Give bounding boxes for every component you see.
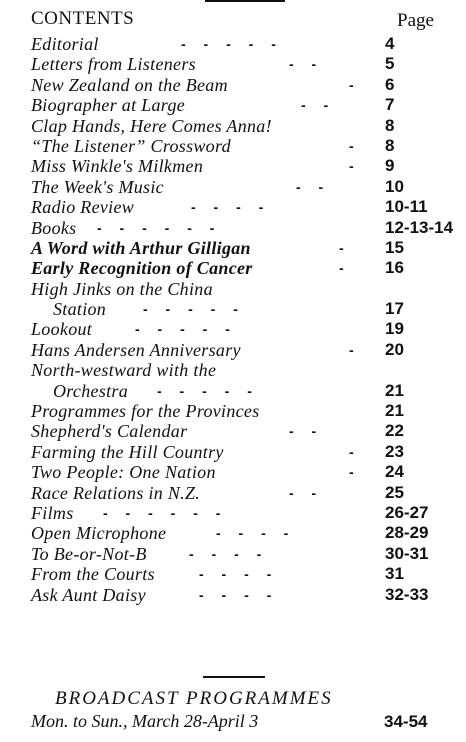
contents-header [31,8,446,32]
toc-entry-title: Early Recognition of Cancer [31,258,253,279]
toc-entry-page: 9 [385,156,395,176]
toc-entry [31,421,451,441]
broadcast-pages: 34-54 [384,712,428,731]
toc-entry [31,585,451,605]
dot-leader: - - - - - [143,301,238,318]
toc-entry-page: 7 [385,95,395,115]
toc-entry [31,564,451,584]
toc-entry-page: 21 [385,380,404,400]
toc-entry-title: New Zealand on the Beam [31,74,228,95]
toc-entry [31,136,451,156]
toc-entry-title: Lookout [31,319,93,340]
toc-entry-title: Race Relations in N.Z. [31,482,201,503]
toc-entry-title: The Week's Music [31,176,164,197]
dot-leader: - - [289,56,317,73]
toc-entry [31,462,451,482]
toc-entry [31,503,451,523]
toc-entry-page: 31 [385,564,404,584]
toc-entry [31,75,451,95]
toc-entry-page: 22 [385,421,404,441]
toc-entry-title: Ask Aunt Daisy [31,584,146,605]
dot-leader: - [349,158,354,175]
dot-leader: - - - - - [135,321,230,338]
toc-entry [31,319,451,339]
dot-leader: - - - - [216,525,289,542]
toc-entry-title: Farming the Hill Country [31,441,224,462]
toc-entry-title: From the Courts [31,564,155,585]
dot-leader: - [339,260,344,277]
toc-entry-title: Radio Review [31,197,135,218]
dot-leader: - [349,464,354,481]
toc-entry-page: 15 [385,237,404,257]
dot-leader: - - [301,97,329,114]
toc-entry-title: Editorial [31,34,99,54]
toc-entry-page: 8 [385,135,395,155]
toc-entry-page: 21 [385,401,404,421]
toc-entry [31,217,454,238]
toc-entry-page: 4 [385,34,395,53]
toc-entry-title: To Be-or-Not-B [31,543,147,564]
toc-entry-title: Two People: One Nation [31,462,216,483]
toc-entry-title: Open Microphone [31,523,167,544]
toc-entry-title: “The Listener” Crossword [31,135,231,156]
toc-entry-title: Biographer at Large [31,95,186,116]
dot-leader: - [339,239,344,256]
toc-entry-page: 8 [385,115,395,135]
broadcast-schedule-row [31,711,451,735]
section-divider [203,676,265,678]
toc-entry-title: A Word with Arthur Gilligan [31,237,251,258]
toc-entry [31,156,451,176]
dot-leader: - - - - [199,566,272,583]
dot-leader: - - - - [191,199,264,216]
toc-entry [31,34,451,54]
toc-entry-page: 20 [385,339,404,359]
toc-entry-page: 10-11 [385,197,428,217]
toc-entry-title: Programmes for the Provinces [31,401,260,422]
toc-entry-page: 25 [385,482,404,502]
toc-entry [31,258,451,278]
toc-entry-page: 19 [385,319,404,339]
toc-entry-page: 16 [385,258,404,278]
toc-entry-title: Clap Hands, Here Comes Anna! [31,115,272,136]
dot-leader: - - - - - [157,382,252,399]
toc-entry [31,116,451,136]
toc-entry-page: 30-31 [385,543,429,563]
toc-entry [31,54,451,74]
contents-heading: CONTENTS [31,8,135,29]
toc-entry-title: Books [31,217,77,238]
dot-leader: - - [289,484,317,501]
dot-leader: - - - - - [181,36,276,52]
toc-entry-page: 24 [385,462,404,482]
toc-entry-title-line1: High Jinks on the China [31,278,213,299]
toc-entry [31,177,451,197]
toc-entry-page: 17 [385,299,404,319]
page-column-heading: Page [397,10,434,31]
toc-entry-page: 5 [385,54,395,74]
dot-leader: - - - - [189,545,262,562]
toc-entry-page: 10 [385,176,404,196]
broadcast-heading: BROADCAST PROGRAMMES [55,688,333,709]
toc-entry-title-line1: North-westward with the [31,360,217,381]
dot-leader: - [349,443,354,460]
dot-leader: - - - - [199,586,272,603]
toc-entry-title: Letters from Listeners [31,54,196,75]
toc-entry-title-line2: Orchestra [53,380,129,401]
dot-leader: - [349,76,354,93]
toc-entry-title: Hans Andersen Anniversary [31,339,241,360]
toc-entry-title: Films [31,503,74,524]
dot-leader: - - - - - - [97,219,215,236]
toc-entry-page: 12-13-14 [385,217,454,237]
table-of-contents [31,34,454,605]
toc-entry-page: 32-33 [385,584,429,604]
toc-entry [31,401,451,421]
toc-entry [31,360,451,401]
toc-entry [31,442,451,462]
toc-entry [31,340,451,360]
toc-entry [31,279,451,320]
toc-entry-title: Miss Winkle's Milkmen [31,156,204,177]
toc-entry-title-line2: Station [53,299,107,320]
toc-entry [31,544,451,564]
toc-entry [31,197,451,217]
toc-entry-title: Shepherd's Calendar [31,421,188,442]
toc-entry-page: 23 [385,441,404,461]
top-rule [205,0,285,2]
toc-entry [31,95,451,115]
toc-entry-page: 26-27 [385,503,429,523]
dot-leader: - - - - - - [103,505,221,522]
dot-leader: - - [296,178,324,195]
dot-leader: - [349,137,354,154]
dot-leader: - [349,341,354,358]
toc-entry [31,523,451,543]
toc-entry-page: 6 [385,74,395,94]
dot-leader: - - [289,423,317,440]
toc-entry [31,238,451,258]
toc-entry [31,483,451,503]
toc-entry-page: 28-29 [385,523,429,543]
broadcast-schedule: Mon. to Sun., March 28-April 3 [31,711,259,731]
